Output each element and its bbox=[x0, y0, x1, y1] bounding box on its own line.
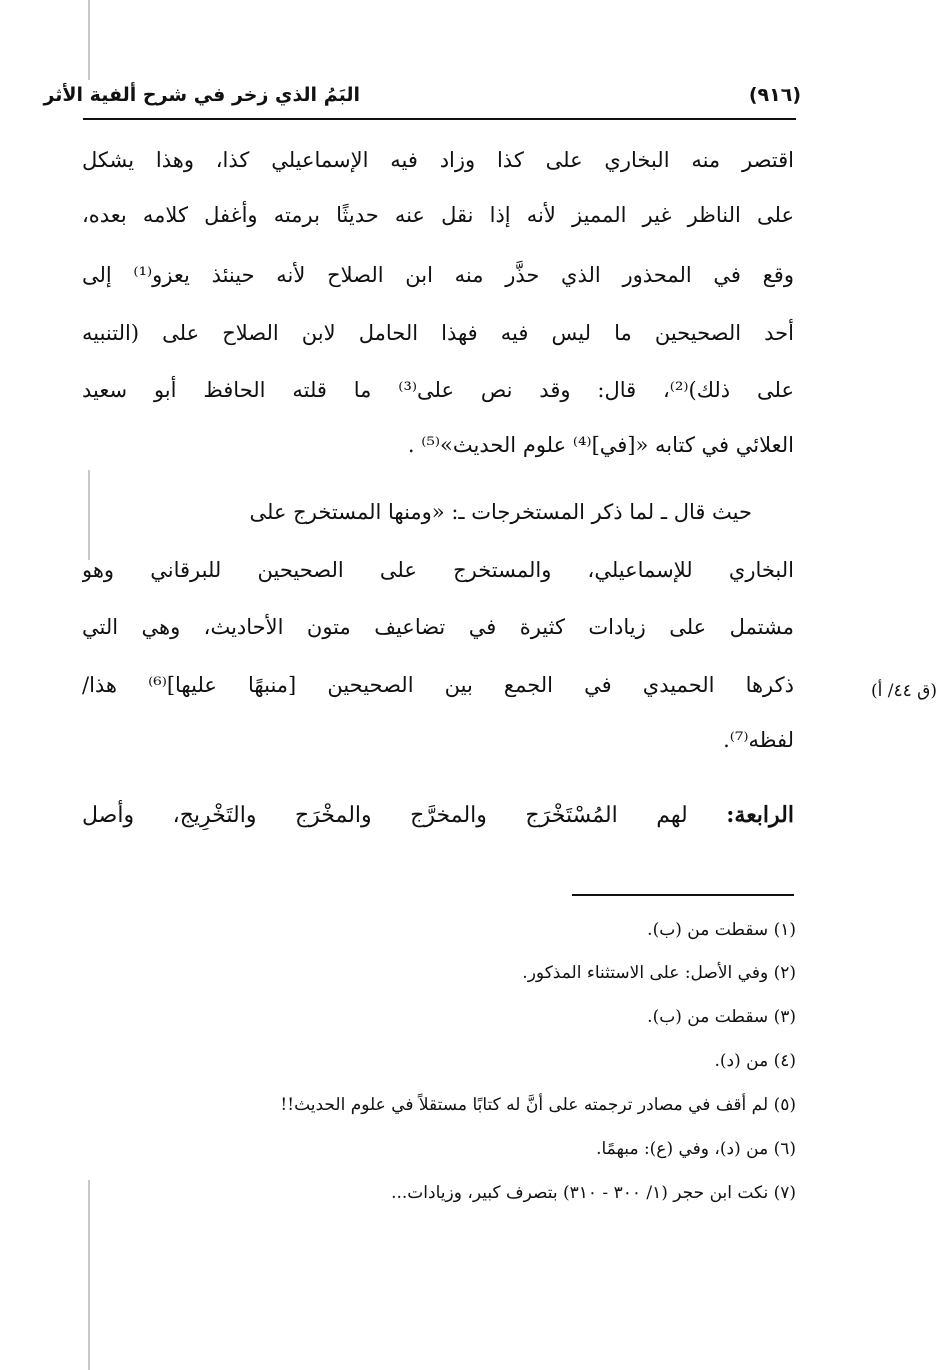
manuscript-folio-note: (ق ٤٤/ أ) bbox=[871, 681, 937, 701]
text-line: حيث قال ـ لما ذكر المستخرجات ـ: «ومنها المستخرج على bbox=[249, 500, 752, 524]
header-divider bbox=[83, 118, 796, 120]
scan-margin-mark bbox=[88, 1180, 90, 1370]
text-line: اقتصر منه البخاري على كذا وزاد فيه الإسماعيلي كذا، وهذا يشكل bbox=[82, 148, 794, 172]
footnote-item: (٤) من (د). bbox=[714, 1051, 796, 1071]
scan-margin-mark bbox=[88, 0, 90, 80]
text-line: مشتمل على زيادات كثيرة في تضاعيف متون الأحاديث، وهي التي bbox=[82, 615, 794, 639]
text-line: وقع في المحذور الذي حذَّر منه ابن الصلاح لأنه حينئذ يعزو⁽¹⁾ إلى bbox=[82, 263, 794, 287]
page-number: (٩١٦) bbox=[748, 84, 801, 106]
footnote-item: (٢) وفي الأصل: على الاستثناء المذكور. bbox=[522, 963, 796, 983]
paragraph-3-text: لهم المُسْتَخْرَج والمخرَّج والمخْرَج والتَخْرِيج، وأصل bbox=[82, 803, 727, 828]
footnote-item: (٧) نكت ابن حجر (١/ ٣٠٠ - ٣١٠) بتصرف كبير، وزيادات... bbox=[391, 1183, 796, 1203]
text-line: البخاري للإسماعيلي، والمستخرج على الصحيحين للبرقاني وهو bbox=[82, 558, 794, 582]
footnote-divider bbox=[572, 894, 794, 896]
text-line: ذكرها الحميدي في الجمع بين الصحيحين [منبهًا عليها]⁽⁶⁾ هذا/ bbox=[82, 673, 794, 697]
text-line: العلائي في كتابه «[في]⁽⁴⁾ علوم الحديث»⁽⁵⁾ . bbox=[407, 433, 794, 457]
footnote-item: (٥) لم أقف في مصادر ترجمته على أنَّ له كتابًا مستقلاً في علوم الحديث!! bbox=[280, 1095, 796, 1115]
footnote-item: (٣) سقطت من (ب). bbox=[647, 1007, 796, 1027]
paragraph-3 bbox=[82, 800, 794, 830]
running-header-title: البَمُ الذي زخر في شرح ألفية الأثر bbox=[43, 84, 360, 106]
text-line: على ذلك)⁽²⁾، قال: وقد نص على⁽³⁾ ما قلته الحافظ أبو سعيد bbox=[82, 378, 794, 402]
footnote-item: (٦) من (د)، وفي (ع): مبهمًا. bbox=[596, 1139, 796, 1159]
footnote-item: (١) سقطت من (ب). bbox=[647, 920, 796, 940]
section-heading-term: الرابعة: bbox=[726, 802, 794, 828]
text-line: أحد الصحيحين ما ليس فيه فهذا الحامل لابن الصلاح على (التنبيه bbox=[82, 321, 794, 345]
text-line: لفظه⁽⁷⁾. bbox=[723, 728, 794, 752]
text-line: على الناظر غير المميز لأنه إذا نقل عنه حديثًا برمته وأغفل كلامه بعده، bbox=[82, 203, 794, 227]
